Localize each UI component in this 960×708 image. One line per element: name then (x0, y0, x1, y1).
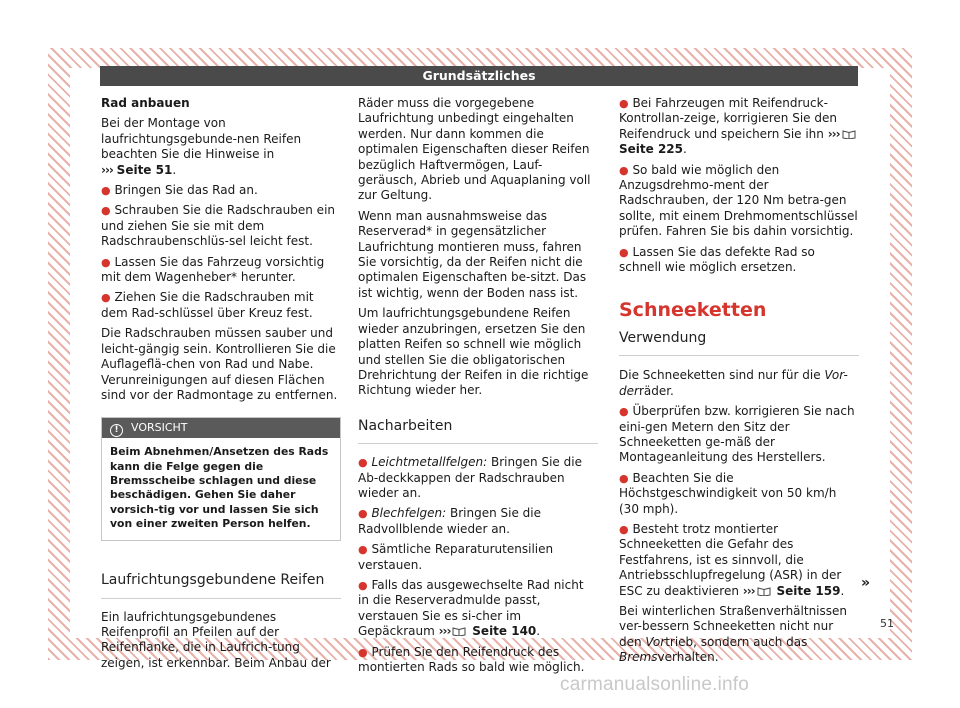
caution-box (101, 417, 341, 541)
paragraph-2: Wenn man ausnahmsweise das Reserverad* in gegensätzlicher Laufrichtung montieren muss, fahren Sie vorsichtig, da der Reifen nicht die optimalen Eigenschaften be-sitzt. Das ist wichtig, wenn der Boden nass ist. (358, 208, 587, 300)
bullet-icon: ● (619, 471, 629, 485)
page-reference-link[interactable]: Seite 225 (619, 142, 683, 157)
list-item: ● Lassen Sie das Fahrzeug vorsichtig mit dem Wagenheber* herunter. (101, 254, 325, 285)
list-item: ● Blechfelgen: Bringen Sie die Radvollblende wieder an. (358, 506, 542, 536)
book-icon (452, 626, 466, 636)
list-item: ● Prüfen Sie den Reifendruck des montierten Rads so bald wie möglich. (358, 644, 585, 674)
column-left (101, 96, 341, 676)
list-item: ● Bringen Sie das Rad an. (101, 183, 258, 198)
section-title-verwendung: Verwendung (619, 331, 859, 356)
bullet-icon: ● (358, 578, 368, 592)
continue-icon: » (861, 575, 871, 591)
watermark-text: carmanualsonline.info (560, 674, 750, 695)
list-item: ● Ziehen Sie die Radschrauben mit dem Rad-schlüssel über Kreuz fest. (101, 290, 314, 320)
section-title-nacharbeiten: Nacharbeiten (358, 419, 598, 444)
schneeketten-intro: Die Schneeketten sind nur für die Vor-derräder. (619, 368, 848, 398)
book-icon (842, 129, 856, 139)
paragraph-3: Um laufrichtungsgebundene Reifen wieder anzubringen, ersetzen Sie den platten Reifen so schnell wie möglich und stellen Sie die obligatorischen Drehrichtung der Reifen in die richtige Richtung wieder her. (358, 306, 589, 398)
list-item: ● Besteht trotz montierter Schneeketten die Gefahr des Festfahrens, ist es sinnvoll, die Antriebsschlupfregelung (ASR) in der ESC zu deaktivieren ››› Seite 159. (619, 521, 845, 598)
list-item: ● Lassen Sie das defekte Rad so schnell wie möglich ersetzen. (619, 244, 815, 275)
warning-icon: ! (110, 424, 123, 437)
caution-text: Beim Abnehmen/Ansetzen des Rads kann die Felge gegen die Bremsscheibe schlagen und diese beschädigen. Gehen Sie daher vorsich-tig vor und lassen Sie sich von einer zweiten Person helfen. (110, 445, 329, 530)
caution-header: ! VORSICHT (102, 418, 340, 438)
ref-arrows: ››› (827, 126, 840, 141)
list-item: ● Falls das ausgewechselte Rad nicht in die Reserveradmulde passt, verstauen Sie es si-cher im Gepäckraum ››› Seite 140. (358, 577, 584, 639)
ref-arrows: ››› (742, 583, 755, 598)
page-number: 51 (880, 617, 894, 630)
list-item: ● Beachten Sie die Höchstgeschwindigkeit von 50 km/h (30 mph). (619, 470, 837, 516)
heading-rad-anbauen: Rad anbauen (101, 96, 190, 110)
bullet-icon: ● (619, 97, 629, 110)
bullet-icon: ● (619, 405, 629, 419)
ref-arrows: ››› (438, 624, 451, 639)
cleaning-paragraph: Die Radschrauben müssen sauber und leicht-gängig sein. Kontrollieren Sie die Auflageflä-chen von Rad und Nabe. Verunreinigungen auf diesen Flächen sind vor der Radmontage zu entfernen. (101, 326, 338, 402)
list-item: ● Leichtmetallfelgen: Bringen Sie die Ab-deckkappen der Radschrauben wieder an. (358, 455, 582, 500)
list-item: ● Überprüfen bzw. korrigieren Sie nach eini-gen Metern den Sitz der Schneeketten ge-mäß der Montageanleitung des Herstellers. (619, 404, 855, 465)
paragraph-1: Räder muss die vorgegebene Laufrichtung unbedingt eingehalten werden. Nur dann kommen die optimalen Eigenschaften dieser Reifen bezüglich Haftvermögen, Lauf-geräusch, Abrieb und Aquaplaning voll zur Geltung. (358, 96, 591, 203)
bullet-icon: ● (101, 204, 111, 218)
list-item: ● Bei Fahrzeugen mit Reifendruck-Kontrollan-zeige, korrigieren Sie den Reifendruck und speichern Sie ihn ››› Seite 225. (619, 96, 859, 158)
bullet-icon: ● (619, 245, 629, 259)
bullet-icon: ● (101, 291, 111, 305)
bullet-icon: ● (101, 184, 111, 198)
page-reference-link[interactable]: Seite 140 (472, 624, 537, 639)
bullet-icon: ● (358, 645, 368, 659)
bullet-icon: ● (358, 456, 368, 470)
column-middle (358, 96, 598, 680)
intro-paragraph: Bei der Montage von laufrichtungsgebunde-nen Reifen beachten Sie die Hinweise in ››› Seite 51. (101, 116, 302, 177)
book-icon (757, 586, 771, 596)
bullet-icon: ● (358, 543, 368, 557)
list-item: ● Schrauben Sie die Radschrauben ein und ziehen Sie sie mit dem Radschraubenschlüs-sel leicht fest. (101, 203, 336, 249)
bullet-icon: ● (619, 163, 629, 177)
bullet-icon: ● (619, 522, 629, 536)
laufrichtung-paragraph: Ein laufrichtungsgebundenes Reifenprofil an Pfeilen auf der Reifenflanke, die in Laufrich-tung zeigen, ist erkennbar. Beim Anbau der (101, 609, 331, 670)
bullet-icon: ● (358, 507, 368, 521)
chapter-header: Grundsätzliches (100, 66, 858, 86)
list-item: ● So bald wie möglich den Anzugsdrehmo-ment der Radschrauben, der 120 Nm betra-gen sollte, mit einem Drehmomentschlüssel prüfen. Fahren Sie bis dahin vorsichtig. (619, 162, 858, 239)
page-reference-link[interactable]: Seite 159 (776, 583, 841, 598)
section-title-laufrichtung: Laufrichtungsgebundene Reifen (101, 573, 341, 598)
list-item: ● Sämtliche Reparaturutensilien verstauen. (358, 542, 554, 572)
winter-paragraph: Bei winterlichen Straßenverhältnissen ver-bessern Schneeketten nicht nur den Vortrieb, sondern auch das Bremsverhalten. (619, 603, 848, 665)
chapter-title-schneeketten: Schneeketten (619, 299, 767, 322)
ref-arrows: ››› (101, 162, 113, 177)
bullet-icon: ● (101, 255, 111, 269)
column-right (619, 96, 859, 671)
page-reference-link[interactable]: Seite 51 (116, 162, 173, 177)
